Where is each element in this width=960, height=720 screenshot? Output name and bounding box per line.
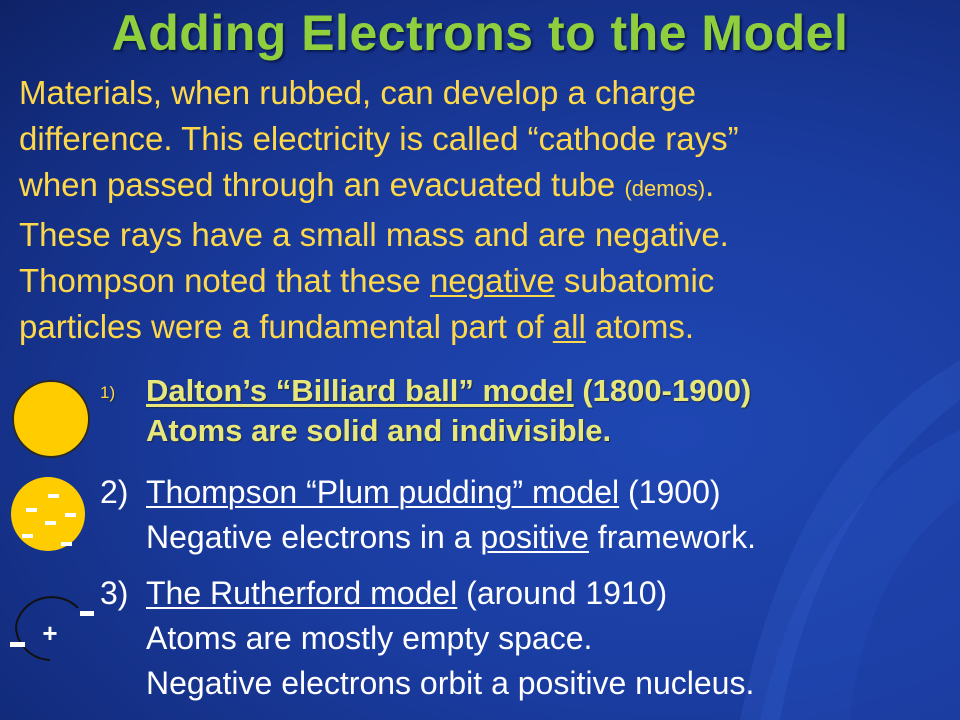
model-description: Negative electrons orbit a positive nucleus.	[146, 665, 755, 701]
intro-paragraph	[19, 70, 954, 350]
intro-text: particles were a fundamental part of	[19, 308, 553, 345]
intro-line: Materials, when rubbed, can develop a charge	[19, 74, 696, 111]
model-heading	[100, 571, 960, 616]
model-description: Atoms are mostly empty space.	[146, 620, 593, 656]
intro-line	[19, 162, 954, 212]
model-years: (1900)	[619, 474, 721, 510]
model-item-thompson	[100, 470, 960, 560]
plum-pudding-icon	[8, 474, 88, 560]
demos-note: (demos)	[624, 176, 706, 201]
nucleus-plus-sign: +	[42, 618, 58, 648]
intro-text: .	[705, 166, 715, 203]
intro-line	[19, 258, 954, 304]
model-desc-text: Negative electrons in a	[146, 519, 481, 555]
model-heading	[100, 372, 960, 412]
emphasis-negative: negative	[429, 262, 555, 299]
model-name: Dalton’s “Billiard ball” model	[146, 373, 574, 408]
model-years: (1800-1900)	[573, 373, 752, 408]
intro-text: atoms.	[585, 308, 695, 345]
model-name: The Rutherford model	[146, 575, 458, 611]
intro-text: when passed through an evacuated tube	[19, 166, 625, 203]
model-number: 1)	[100, 382, 116, 402]
model-number: 2)	[100, 474, 129, 510]
billiard-ball-icon	[10, 378, 92, 460]
intro-line: difference. This electricity is called “cathode rays”	[19, 120, 739, 157]
model-desc-text: framework.	[588, 519, 757, 555]
model-heading	[100, 470, 960, 515]
intro-line	[19, 304, 954, 350]
model-item-rutherford	[100, 571, 960, 706]
intro-text: Thompson noted that these	[19, 262, 430, 299]
emphasis-all: all	[552, 308, 586, 345]
model-item-dalton	[100, 372, 960, 450]
model-description: Atoms are solid and indivisible.	[146, 412, 612, 448]
intro-line: These rays have a small mass and are negative.	[19, 216, 729, 253]
model-years: (around 1910)	[457, 575, 668, 611]
model-number: 3)	[100, 575, 129, 611]
model-description	[100, 515, 960, 560]
rutherford-atom-icon	[4, 590, 98, 662]
slide-title: Adding Electrons to the Model	[111, 5, 849, 61]
intro-text: subatomic	[554, 262, 715, 299]
emphasis-positive: positive	[480, 519, 589, 555]
model-name: Thompson “Plum pudding” model	[146, 474, 620, 510]
